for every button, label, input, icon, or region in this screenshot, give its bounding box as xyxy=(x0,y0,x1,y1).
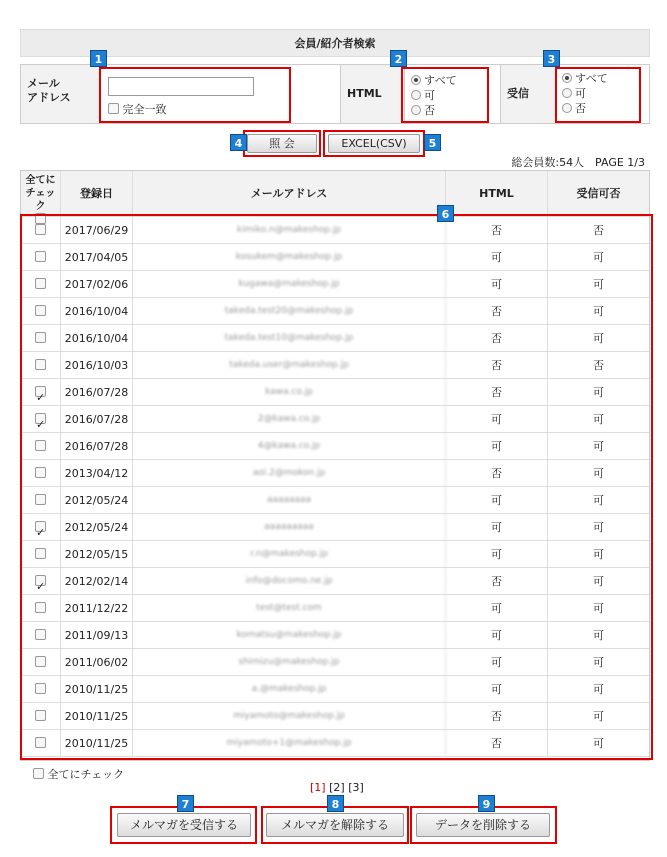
badge-3: 3 xyxy=(543,50,560,67)
row-date: 2016/10/04 xyxy=(61,325,133,351)
row-email: takeda.test10@makeshop.jp xyxy=(133,325,446,351)
row-html: 否 xyxy=(446,460,548,486)
row-date: 2017/06/29 xyxy=(61,217,133,243)
row-html: 可 xyxy=(446,595,548,621)
receive-option-no[interactable]: 否 xyxy=(562,101,649,116)
row-date: 2016/07/28 xyxy=(61,433,133,459)
exact-match[interactable]: 完全一致 xyxy=(108,101,167,117)
row-html: 可 xyxy=(446,433,548,459)
check-all-checkbox[interactable] xyxy=(33,768,44,779)
row-date: 2010/11/25 xyxy=(61,730,133,756)
subscribe-button[interactable]: メルマガを受信する xyxy=(117,813,251,837)
row-receive: 可 xyxy=(593,440,604,453)
header-date: 登録日 xyxy=(61,171,133,216)
receive-label: 受信 xyxy=(501,65,556,123)
header-check-all: 全てに チェック xyxy=(21,171,61,216)
row-email: test@test.com xyxy=(133,595,446,621)
unsubscribe-button[interactable]: メルマガを解除する xyxy=(266,813,404,837)
row-date: 2016/10/04 xyxy=(61,298,133,324)
row-html: 否 xyxy=(446,352,548,378)
row-email: miyamoto@makeshop.jp xyxy=(133,703,446,729)
row-email: miyamoto+1@makeshop.jp xyxy=(133,730,446,756)
row-email: takeda.test20@makeshop.jp xyxy=(133,298,446,324)
row-receive: 可 xyxy=(593,710,604,723)
highlight-5 xyxy=(323,130,425,157)
row-date: 2011/12/22 xyxy=(61,595,133,621)
row-receive: 可 xyxy=(593,278,604,291)
row-html: 否 xyxy=(446,217,548,243)
header-email: メールアドレス xyxy=(133,171,446,216)
receive-option-yes[interactable]: 可 xyxy=(562,86,649,101)
badge-2: 2 xyxy=(390,50,407,67)
row-email: a.@makeshop.jp xyxy=(133,676,446,702)
row-html: 可 xyxy=(446,541,548,567)
row-html: 否 xyxy=(446,379,548,405)
row-date: 2012/05/15 xyxy=(61,541,133,567)
page-2[interactable]: [2] xyxy=(329,781,345,794)
row-email: 4@kawa.co.jp xyxy=(133,433,446,459)
html-label: HTML xyxy=(341,65,405,123)
row-receive: 可 xyxy=(593,413,604,426)
check-all[interactable]: 全てにチェック xyxy=(33,766,124,782)
row-html: 可 xyxy=(446,676,548,702)
row-date: 2017/02/06 xyxy=(61,271,133,297)
badge-7: 7 xyxy=(177,795,194,812)
row-date: 2013/04/12 xyxy=(61,460,133,486)
delete-button[interactable]: データを削除する xyxy=(416,813,550,837)
badge-6: 6 xyxy=(437,205,454,222)
page-1[interactable]: [1] xyxy=(310,781,326,794)
row-date: 2010/11/25 xyxy=(61,676,133,702)
row-html: 否 xyxy=(446,730,548,756)
row-receive: 可 xyxy=(593,629,604,642)
member-summary: 総会員数:54人 PAGE 1/3 xyxy=(511,156,645,169)
highlight-3 xyxy=(555,67,641,123)
row-receive: 可 xyxy=(593,737,604,750)
highlight-1 xyxy=(99,67,291,123)
row-email: aoi.2@mokon.jp xyxy=(133,460,446,486)
row-html: 可 xyxy=(446,514,548,540)
row-html: 可 xyxy=(446,622,548,648)
row-receive: 可 xyxy=(593,656,604,669)
table-header xyxy=(21,171,649,217)
row-receive: 可 xyxy=(593,305,604,318)
html-option-all[interactable]: すべて xyxy=(411,73,500,88)
row-receive: 可 xyxy=(593,602,604,615)
row-email: 2@kawa.co.jp xyxy=(133,406,446,432)
row-email: kosukem@makeshop.jp xyxy=(133,244,446,270)
row-email: kugawa@makeshop.jp xyxy=(133,271,446,297)
row-html: 可 xyxy=(446,487,548,513)
row-html: 可 xyxy=(446,406,548,432)
badge-9: 9 xyxy=(478,795,495,812)
row-receive: 否 xyxy=(593,224,604,237)
badge-5: 5 xyxy=(424,134,441,151)
row-date: 2012/05/24 xyxy=(61,487,133,513)
row-receive: 可 xyxy=(593,494,604,507)
row-date: 2010/11/25 xyxy=(61,703,133,729)
row-html: 可 xyxy=(446,244,548,270)
row-html: 否 xyxy=(446,703,548,729)
badge-8: 8 xyxy=(327,795,344,812)
row-email: aaaaaaaa xyxy=(133,487,446,513)
row-receive: 可 xyxy=(593,548,604,561)
row-receive: 可 xyxy=(593,386,604,399)
receive-option-all[interactable]: すべて xyxy=(562,71,649,86)
row-date: 2016/07/28 xyxy=(61,379,133,405)
query-button[interactable]: 照 会 xyxy=(247,134,317,153)
row-receive: 否 xyxy=(593,359,604,372)
search-title: 会員/紹介者検索 xyxy=(20,29,650,57)
header-receive: 受信可否 xyxy=(576,187,621,200)
row-email: takeda.user@makeshop.jp xyxy=(133,352,446,378)
badge-4: 4 xyxy=(230,134,247,151)
row-date: 2011/06/02 xyxy=(61,649,133,675)
highlight-6 xyxy=(20,214,653,760)
badge-1: 1 xyxy=(90,50,107,67)
row-html: 否 xyxy=(446,298,548,324)
pagination xyxy=(310,781,364,794)
page-3[interactable]: [3] xyxy=(348,781,364,794)
row-receive: 可 xyxy=(593,575,604,588)
row-receive: 可 xyxy=(593,332,604,345)
html-option-yes[interactable]: 可 xyxy=(411,88,500,103)
row-email: kawa.co.jp xyxy=(133,379,446,405)
csv-button[interactable]: EXCEL(CSV) xyxy=(328,134,420,153)
row-date: 2011/09/13 xyxy=(61,622,133,648)
row-email: info@docomo.ne.jp xyxy=(133,568,446,594)
row-html: 否 xyxy=(446,325,548,351)
highlight-2 xyxy=(401,67,489,123)
highlight-4 xyxy=(243,130,321,157)
row-receive: 可 xyxy=(593,251,604,264)
header-html: HTML xyxy=(446,171,548,216)
row-receive: 可 xyxy=(593,683,604,696)
row-html: 否 xyxy=(446,568,548,594)
row-html: 可 xyxy=(446,649,548,675)
row-date: 2012/05/24 xyxy=(61,514,133,540)
html-option-no[interactable]: 否 xyxy=(411,103,500,118)
row-email: r.n@makeshop.jp xyxy=(133,541,446,567)
row-email: shimizu@makeshop.jp xyxy=(133,649,446,675)
row-date: 2016/10/03 xyxy=(61,352,133,378)
row-date: 2012/02/14 xyxy=(61,568,133,594)
email-label: メール アドレス xyxy=(21,65,101,123)
row-receive: 可 xyxy=(593,521,604,534)
row-date: 2017/04/05 xyxy=(61,244,133,270)
row-email: aaaaaaaaa xyxy=(133,514,446,540)
row-receive: 可 xyxy=(593,467,604,480)
row-html: 可 xyxy=(446,271,548,297)
row-date: 2016/07/28 xyxy=(61,406,133,432)
row-email: kimiko.n@makeshop.jp xyxy=(133,217,446,243)
row-email: komatsu@makeshop.jp xyxy=(133,622,446,648)
